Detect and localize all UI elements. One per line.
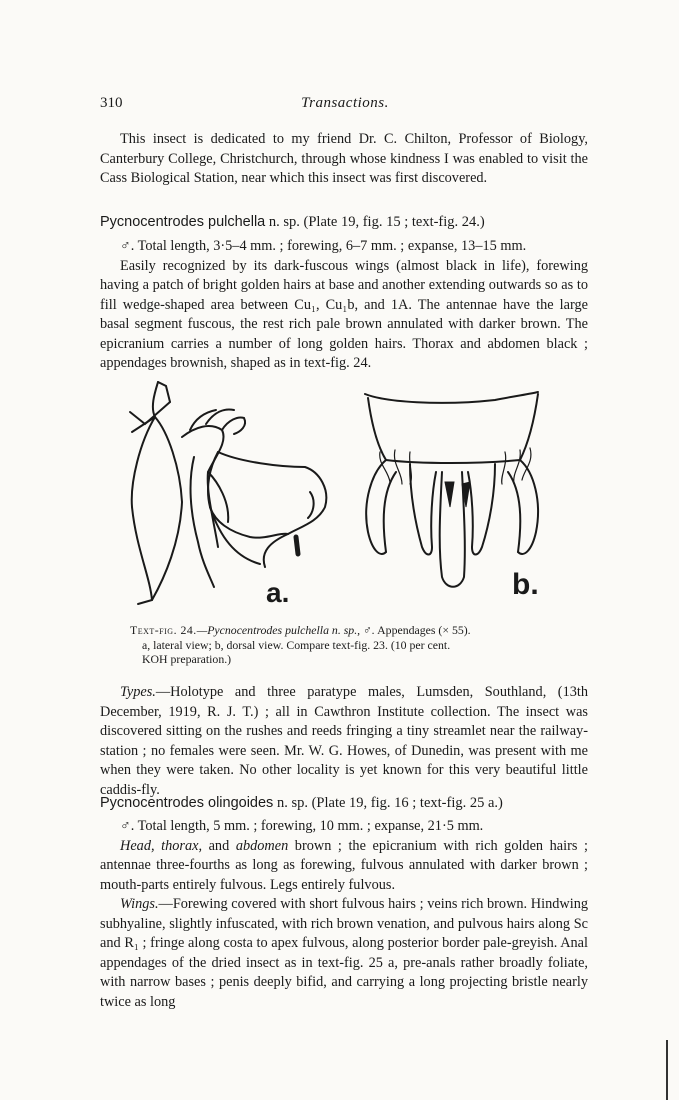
lateral-view-drawing <box>130 382 326 604</box>
text-fig-24 <box>110 372 570 612</box>
page-edge-mark <box>666 1040 668 1100</box>
species2-male-line: ♂. Total length, 5 mm. ; forewing, 10 mm. ; expanse, 21·5 mm. <box>120 818 484 834</box>
species1-male-line: ♂. Total length, 3·5–4 mm. ; forewing, 6–7 mm. ; expanse, 13–15 mm. <box>120 238 527 254</box>
wings-text: —Forewing covered with short fulvous hairs ; veins rich brown. Hindwing subhyaline, slightly infuscated, with rich brown venation, and pulvous hairs along Sc and R₁ ; fringe along costa to apex fulvous, along posterior border pale-greyish. Anal appendages of the dried insect as in text-fig. 25 a, pre-anals rather broadly foliate, with narrow bases ; penis deeply bifid, and carrying a long projecting bristle nearly twice as long <box>100 896 588 1010</box>
dorsal-view-drawing <box>365 392 538 587</box>
species1-description-text: Easily recognized by its dark-fuscous wings (almost black in life), forewing having a patch of bright golden hairs at base and another extending outwards so as to fill wedge-shaped area between Cu₁, Cu₁b, and 1A. The antennae have the large basal segment fuscous, the rest rich pale brown annulated with darker brown. The epicranium carries a number of long golden hairs. Thorax and abdomen black ; appendages brownish, shaped as in text-fig. 24. <box>100 257 588 371</box>
head-label: Head, thorax, <box>120 837 203 854</box>
caption-label: Text-fig. 24. <box>130 623 197 637</box>
species1-heading <box>100 214 588 231</box>
caption-line-2: a, lateral view; b, dorsal view. Compare text-fig. 23. (10 per cent. <box>142 637 451 652</box>
caption-title: —Pycnocentrodes pulchella n. sp., ♂. <box>196 623 375 637</box>
species1-description <box>100 237 588 374</box>
caption-rest: Appendages (× 55). <box>374 623 471 637</box>
appendage-drawings <box>110 372 570 612</box>
figure-caption <box>130 623 570 667</box>
species1-name: Pycnocentrodes pulchella <box>100 214 266 230</box>
caption-line-3: KOH preparation.) <box>142 652 232 666</box>
types-text: —Holotype and three paratype males, Lumsden, Southland, (13th December, 1919, R. J. T.) ; all in Cawthron Institute collection. The insect was discovered sitting on the rushes and reeds fringing a tiny streamlet near the railway-station ; no females were seen. Mr. W. G. Howes, of Dunedin, was present with me when they were taken. No other locality is yet known for this very beautiful little caddis-fly. <box>100 684 588 798</box>
intro-paragraph <box>100 130 588 189</box>
species1-heading-rest: n. sp. (Plate 19, fig. 15 ; text-fig. 24.) <box>265 214 485 230</box>
page-header <box>100 95 590 117</box>
running-title: Transactions. <box>301 95 389 111</box>
species2-description <box>100 817 588 1012</box>
page-number: 310 <box>100 95 123 111</box>
head-text: brown ; the epicranium with rich golden hairs ; antennae three-fourths as long as forewing, fulvous annulated with darker brown ; mouth-parts entirely fulvous. Legs entirely fulvous. <box>100 837 588 893</box>
figure-label-a: a. <box>266 577 290 608</box>
species2-head-paragraph: Head, thorax, and abdomen brown ; the epicranium with rich golden hairs ; antennae three-fourths as long as forewing, fulvous annulated with darker brown ; mouth-parts entirely fulvous. Legs entirely fulvous. <box>100 837 588 893</box>
abdomen-label: abdomen <box>235 837 289 854</box>
types-paragraph <box>100 683 588 800</box>
figure-label-b: b. <box>512 568 539 601</box>
wings-label: Wings. <box>120 896 159 912</box>
intro-text: This insect is dedicated to my friend Dr. C. Chilton, Professor of Biology, Canterbury College, Christchurch, through whose kindness I was enabled to visit the Cass Biological Station, near which this insect was first discovered. <box>100 131 588 186</box>
caption-line-1 <box>130 623 570 638</box>
species2-heading <box>100 795 588 812</box>
types-label: Types. <box>120 684 156 700</box>
species2-wings-paragraph <box>100 895 588 1012</box>
species2-heading-rest: n. sp. (Plate 19, fig. 16 ; text-fig. 25 a.) <box>273 795 503 811</box>
species2-name: Pycnocentrodes olingoides <box>100 795 274 811</box>
